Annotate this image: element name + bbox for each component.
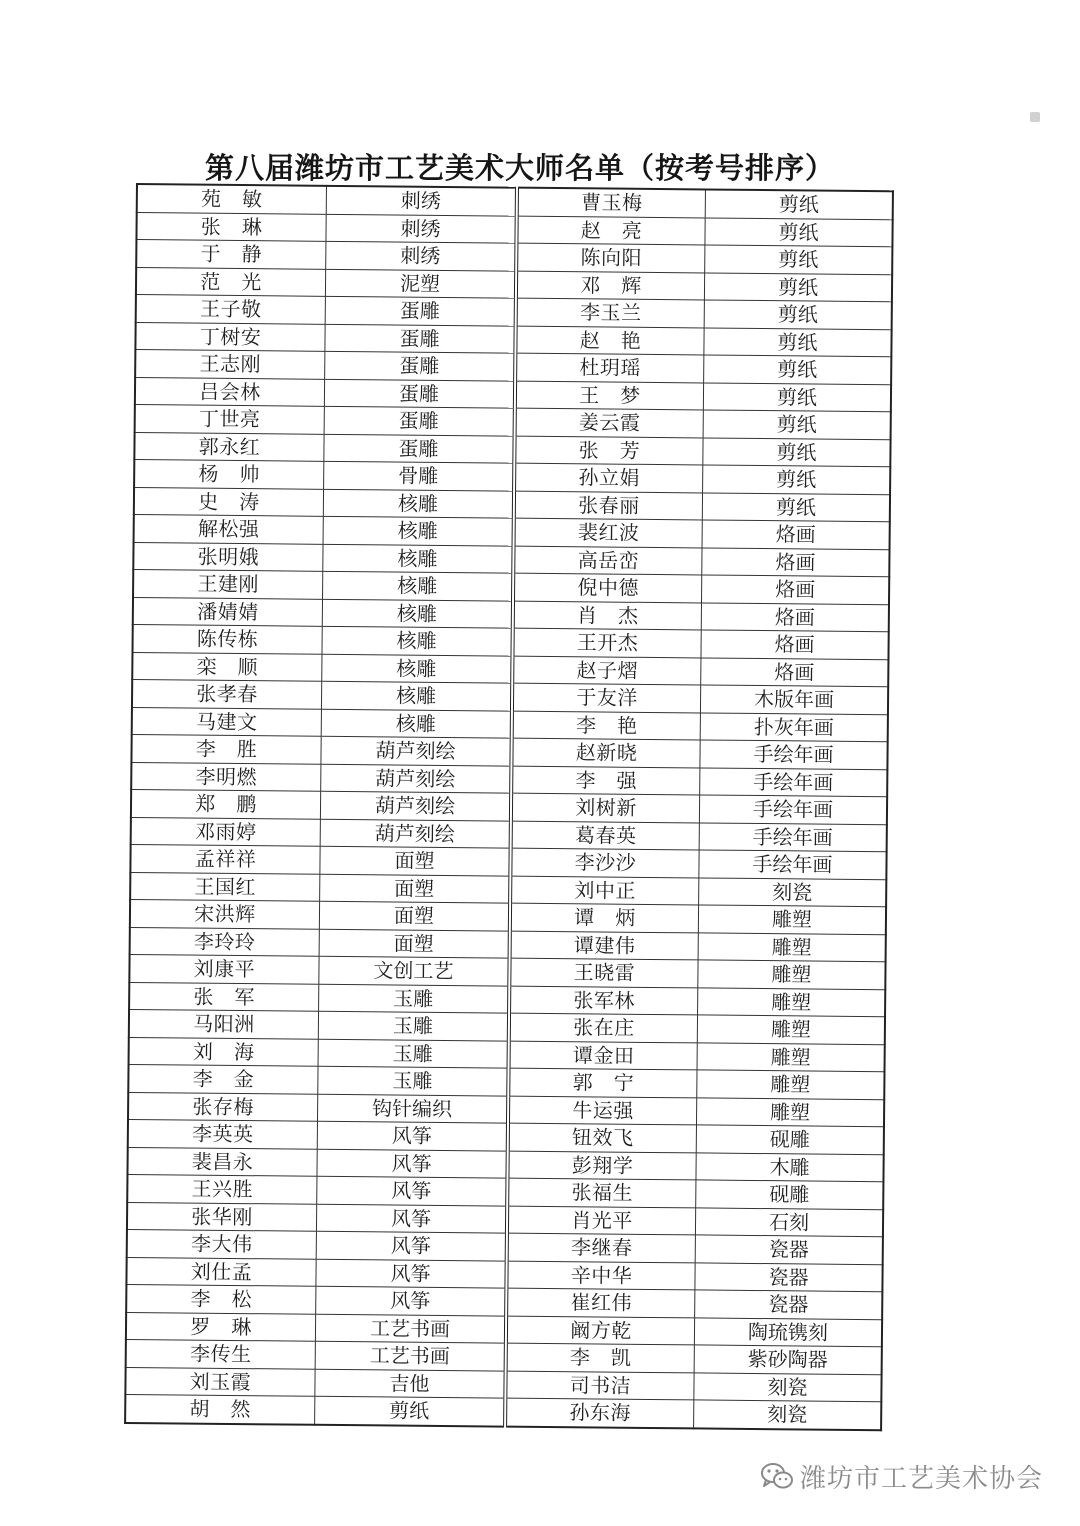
master-name-cell: 刘仕孟	[126, 1257, 316, 1286]
craft-category-cell: 风筝	[317, 1176, 508, 1205]
craft-category-cell: 玉雕	[318, 1039, 509, 1068]
master-name-cell: 裴昌永	[127, 1147, 317, 1176]
master-name-cell: 王 梦	[515, 381, 704, 410]
master-name-cell: 肖 杰	[513, 601, 702, 630]
master-name-cell: 丁树安	[135, 322, 325, 351]
master-name-cell: 邓 辉	[516, 271, 705, 300]
craft-category-cell: 剪纸	[705, 217, 893, 246]
craft-category-cell: 瓷器	[695, 1235, 883, 1264]
master-name-cell: 胡 然	[125, 1394, 315, 1424]
master-name-cell: 马建文	[132, 707, 322, 736]
craft-category-cell: 剪纸	[703, 410, 891, 439]
craft-category-cell: 剪纸	[704, 327, 892, 356]
master-name-cell: 张明娥	[133, 542, 323, 571]
master-name-cell: 张存梅	[128, 1092, 318, 1121]
craft-category-cell: 工艺书画	[315, 1341, 506, 1370]
craft-category-cell: 核雕	[323, 571, 514, 600]
document-title: 第八届潍坊市工艺美术大师名单（按考号排序）	[204, 151, 835, 185]
wechat-icon	[760, 1461, 794, 1491]
master-name-cell: 司书洁	[505, 1371, 694, 1400]
craft-category-cell: 烙画	[702, 547, 890, 576]
master-name-cell: 牛运强	[508, 1096, 697, 1125]
master-name-cell: 郭 宁	[508, 1068, 697, 1097]
master-name-cell: 史 涛	[134, 487, 324, 516]
master-name-cell: 王兴胜	[127, 1174, 317, 1203]
master-name-cell: 王开杰	[512, 628, 701, 657]
craft-category-cell: 雕塑	[698, 960, 886, 989]
master-name-cell: 张福生	[507, 1178, 696, 1207]
craft-category-cell: 刻瓷	[699, 877, 887, 906]
watermark-text: 潍坊市工艺美术协会	[800, 1463, 1044, 1494]
craft-category-cell: 烙画	[701, 630, 889, 659]
craft-category-cell: 玉雕	[318, 1011, 509, 1040]
master-name-cell: 李大伟	[127, 1229, 317, 1258]
craft-category-cell: 雕塑	[698, 932, 886, 961]
craft-category-cell: 刻瓷	[694, 1400, 882, 1430]
master-name-cell: 王晓雷	[509, 958, 698, 987]
craft-category-cell: 剪纸	[703, 382, 891, 411]
craft-category-cell: 刺绣	[326, 186, 517, 216]
master-name-cell: 李 金	[128, 1064, 318, 1093]
master-name-cell: 张军林	[509, 986, 698, 1015]
master-name-cell: 王志刚	[135, 350, 325, 379]
craft-category-cell: 葫芦刻绘	[321, 764, 512, 793]
craft-category-cell: 木版年画	[700, 685, 888, 714]
master-name-cell: 赵新晓	[511, 738, 700, 767]
master-name-cell: 孙东海	[505, 1398, 694, 1428]
craft-category-cell: 雕塑	[697, 1070, 885, 1099]
craft-category-cell: 面塑	[320, 874, 511, 903]
craft-category-cell: 烙画	[701, 602, 889, 631]
master-name-cell: 王子敬	[136, 295, 326, 324]
craft-category-cell: 雕塑	[697, 1042, 885, 1071]
master-name-cell: 李传生	[126, 1339, 316, 1368]
master-name-cell: 李 艳	[512, 711, 701, 740]
craft-category-cell: 剪纸	[705, 245, 893, 274]
master-name-cell: 杨 帅	[134, 459, 324, 488]
master-name-cell: 崔红伟	[506, 1288, 695, 1317]
master-name-cell: 李英英	[128, 1119, 318, 1148]
master-name-cell: 陈向阳	[516, 243, 705, 272]
roster-body	[125, 184, 893, 1430]
craft-category-cell: 核雕	[322, 626, 513, 655]
master-name-cell: 谭 炳	[510, 903, 699, 932]
master-name-cell: 刘 海	[129, 1037, 319, 1066]
master-name-cell: 刘玉霞	[125, 1367, 315, 1396]
craft-category-cell: 剪纸	[704, 355, 892, 384]
craft-category-cell: 蛋雕	[325, 296, 516, 325]
table-row	[125, 1394, 881, 1429]
craft-category-cell: 风筝	[316, 1231, 507, 1260]
craft-category-cell: 核雕	[323, 544, 514, 573]
craft-category-cell: 核雕	[321, 709, 512, 738]
craft-category-cell: 陶琉镌刻	[694, 1317, 882, 1346]
craft-category-cell: 剪纸	[704, 272, 892, 301]
master-name-cell: 孟祥祥	[130, 844, 320, 873]
craft-category-cell: 烙画	[701, 657, 889, 686]
master-name-cell: 阚方乾	[506, 1316, 695, 1345]
craft-category-cell: 风筝	[316, 1204, 507, 1233]
scan-speck	[1030, 112, 1040, 122]
craft-category-cell: 核雕	[322, 599, 513, 628]
craft-category-cell: 烙画	[701, 575, 889, 604]
craft-category-cell: 刺绣	[326, 241, 517, 270]
craft-category-cell: 剪纸	[704, 300, 892, 329]
craft-category-cell: 风筝	[317, 1149, 508, 1178]
account-watermark	[760, 1456, 1043, 1496]
master-name-cell: 张 芳	[514, 436, 703, 465]
master-name-cell: 解松强	[134, 514, 324, 543]
craft-category-cell: 蛋雕	[324, 406, 515, 435]
master-name-cell: 于友洋	[512, 683, 701, 712]
craft-category-cell: 雕塑	[698, 987, 886, 1016]
craft-category-cell: 烙画	[702, 520, 890, 549]
craft-category-cell: 风筝	[316, 1259, 507, 1288]
craft-category-cell: 刻瓷	[694, 1372, 882, 1401]
craft-category-cell: 蛋雕	[324, 434, 515, 463]
master-name-cell: 钮效飞	[508, 1123, 697, 1152]
master-name-cell: 谭建伟	[510, 931, 699, 960]
craft-category-cell: 骨雕	[324, 461, 515, 490]
master-name-cell: 杜玥瑶	[515, 353, 704, 382]
craft-category-cell: 剪纸	[703, 465, 891, 494]
craft-category-cell: 紫砂陶器	[694, 1345, 882, 1374]
master-name-cell: 谭金田	[509, 1041, 698, 1070]
master-name-cell: 李玉兰	[516, 298, 705, 327]
craft-category-cell: 蛋雕	[324, 379, 515, 408]
master-name-cell: 罗 琳	[126, 1312, 316, 1341]
craft-category-cell: 面塑	[319, 901, 510, 930]
master-name-cell: 张孝春	[132, 679, 322, 708]
master-name-cell: 丁世亮	[135, 404, 325, 433]
craft-category-cell: 剪纸	[702, 492, 890, 521]
craft-category-cell: 风筝	[316, 1286, 507, 1315]
master-name-cell: 辛中华	[506, 1261, 695, 1290]
master-name-cell: 裴红波	[514, 518, 703, 547]
craft-category-cell: 瓷器	[695, 1262, 883, 1291]
master-name-cell: 潘婧婧	[133, 597, 323, 626]
master-name-cell: 肖光平	[507, 1206, 696, 1235]
craft-category-cell: 石刻	[695, 1207, 883, 1236]
master-name-cell: 于 静	[136, 240, 326, 269]
master-name-cell: 葛春英	[511, 821, 700, 850]
master-name-cell: 高岳峦	[513, 546, 702, 575]
master-name-cell: 郭永红	[134, 432, 324, 461]
master-name-cell: 陈传栋	[132, 624, 322, 653]
craft-category-cell: 砚雕	[696, 1125, 884, 1154]
master-name-cell: 刘中正	[510, 876, 699, 905]
master-name-cell: 李 胜	[131, 734, 321, 763]
craft-category-cell: 葫芦刻绘	[320, 819, 511, 848]
craft-category-cell: 文创工艺	[319, 956, 510, 985]
craft-category-cell: 面塑	[319, 929, 510, 958]
master-name-cell: 张 琳	[136, 212, 326, 241]
master-name-cell: 李明燃	[131, 762, 321, 791]
craft-category-cell: 钩针编织	[318, 1094, 509, 1123]
master-name-cell: 吕会林	[135, 377, 325, 406]
craft-category-cell: 葫芦刻绘	[320, 791, 511, 820]
craft-category-cell: 手绘年画	[699, 822, 887, 851]
craft-category-cell: 核雕	[323, 489, 514, 518]
craft-category-cell: 刺绣	[326, 214, 517, 243]
master-name-cell: 张在庄	[509, 1013, 698, 1042]
master-name-cell: 李玲玲	[130, 927, 320, 956]
craft-category-cell: 工艺书画	[315, 1314, 506, 1343]
craft-category-cell: 蛋雕	[325, 351, 516, 380]
craft-category-cell: 砚雕	[696, 1180, 884, 1209]
master-name-cell: 李 松	[126, 1284, 316, 1313]
master-name-cell: 张 军	[129, 982, 319, 1011]
master-name-cell: 张春丽	[514, 491, 703, 520]
master-name-cell: 赵 亮	[516, 216, 705, 245]
master-name-cell: 王建刚	[133, 569, 323, 598]
master-name-cell: 郑 鹏	[131, 789, 321, 818]
craft-category-cell: 手绘年画	[700, 740, 888, 769]
craft-category-cell: 葫芦刻绘	[321, 736, 512, 765]
craft-category-cell: 雕塑	[697, 1015, 885, 1044]
craft-category-cell: 扑灰年画	[700, 712, 888, 741]
craft-category-cell: 蛋雕	[325, 324, 516, 353]
craft-category-cell: 吉他	[315, 1369, 506, 1398]
master-name-cell: 李沙沙	[510, 848, 699, 877]
master-name-cell: 苑 敏	[137, 184, 327, 214]
master-name-cell: 曹玉梅	[517, 188, 706, 218]
master-name-cell: 马阳洲	[129, 1009, 319, 1038]
craft-category-cell: 瓷器	[695, 1290, 883, 1319]
master-name-cell: 李 强	[511, 766, 700, 795]
craft-category-cell: 雕塑	[696, 1097, 884, 1126]
craft-category-cell: 雕塑	[698, 905, 886, 934]
master-name-cell: 张华刚	[127, 1202, 317, 1231]
craft-category-cell: 核雕	[323, 516, 514, 545]
master-name-cell: 李 凯	[506, 1343, 695, 1372]
master-name-cell: 邓雨婷	[131, 817, 321, 846]
craft-category-cell: 手绘年画	[700, 767, 888, 796]
craft-category-cell: 剪纸	[315, 1396, 506, 1426]
master-name-cell: 栾 顺	[132, 652, 322, 681]
master-name-cell: 赵子熠	[512, 656, 701, 685]
craft-category-cell: 手绘年画	[699, 795, 887, 824]
master-name-cell: 孙立娟	[514, 463, 703, 492]
craft-category-cell: 手绘年画	[699, 850, 887, 879]
master-name-cell: 赵 艳	[515, 326, 704, 355]
master-name-cell: 王国红	[130, 872, 320, 901]
master-name-cell: 倪中德	[513, 573, 702, 602]
master-name-cell: 范 光	[136, 267, 326, 296]
master-name-cell: 姜云霞	[515, 408, 704, 437]
craft-category-cell: 风筝	[317, 1121, 508, 1150]
master-name-cell: 彭翔学	[507, 1151, 696, 1180]
craft-category-cell: 剪纸	[703, 437, 891, 466]
craft-category-cell: 核雕	[322, 654, 513, 683]
master-name-cell: 宋洪辉	[130, 899, 320, 928]
craft-category-cell: 玉雕	[319, 984, 510, 1013]
craft-category-cell: 泥塑	[325, 269, 516, 298]
craft-category-cell: 玉雕	[318, 1066, 509, 1095]
craft-category-cell: 面塑	[320, 846, 511, 875]
master-name-cell: 刘康平	[129, 954, 319, 983]
craft-category-cell: 核雕	[321, 681, 512, 710]
craft-category-cell: 木雕	[696, 1152, 884, 1181]
master-name-cell: 刘树新	[511, 793, 700, 822]
master-name-cell: 李继春	[507, 1233, 696, 1262]
craft-category-cell: 剪纸	[705, 189, 893, 219]
masters-roster-table	[124, 183, 894, 1431]
